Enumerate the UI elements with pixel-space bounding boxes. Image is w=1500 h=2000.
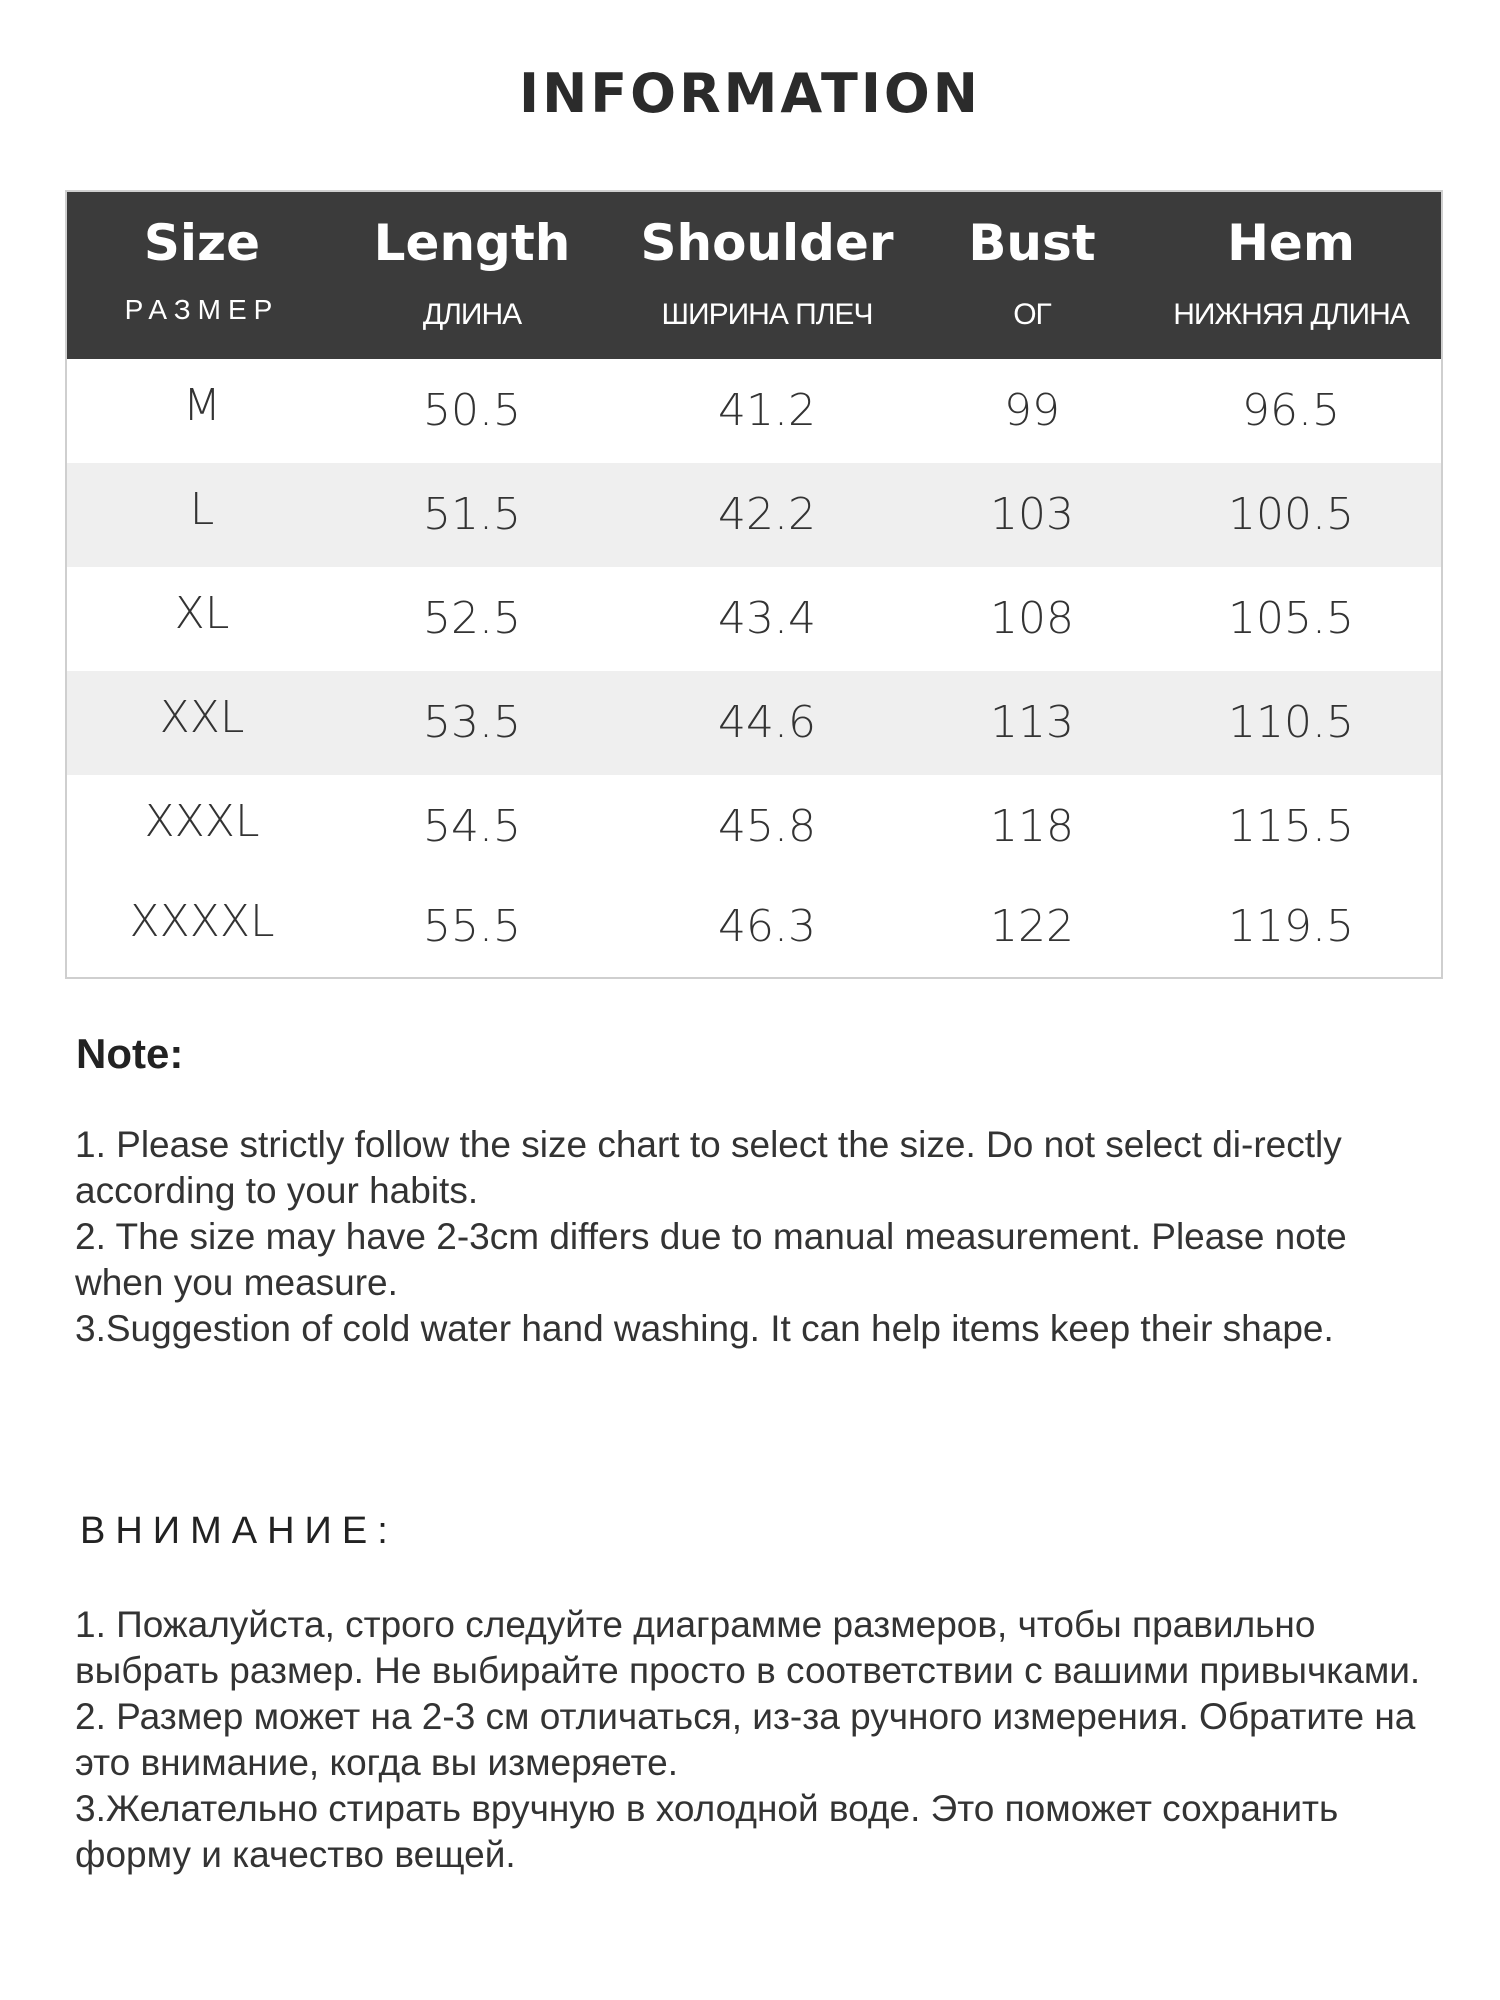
- column-header-en: Hem: [1227, 214, 1355, 272]
- column-header-bust: [927, 192, 1137, 359]
- shoulder-cell: 44.6: [718, 697, 816, 748]
- hem-cell: 110.5: [1228, 697, 1354, 748]
- column-header-en: Bust: [968, 214, 1096, 272]
- length-cell: 55.5: [423, 901, 521, 952]
- note-list: [75, 1122, 1445, 1352]
- bust-cell: 122: [990, 901, 1074, 952]
- size-chart-table: [65, 190, 1443, 979]
- bust-cell: 113: [990, 697, 1074, 748]
- length-cell: 51.5: [423, 489, 521, 540]
- column-header-hem: [1137, 192, 1445, 359]
- table-row: [67, 567, 1441, 671]
- length-cell: 50.5: [423, 385, 521, 436]
- column-header-ru: ШИРИНА ПЛЕЧ: [661, 298, 873, 331]
- hem-cell: 96.5: [1242, 385, 1340, 436]
- hem-cell: 119.5: [1228, 901, 1354, 952]
- table-row: [67, 775, 1441, 879]
- bust-cell: 108: [990, 593, 1074, 644]
- shoulder-cell: 45.8: [718, 801, 816, 852]
- ru-note-item: 1. Пожалуйста, строго следуйте диаграмме размеров, чтобы правильно выбрать размер. Не выбирайте просто в соответствии с вашими привычками.: [75, 1604, 1421, 1691]
- column-header-length: [337, 192, 607, 359]
- shoulder-cell: 43.4: [718, 593, 816, 644]
- page-title: INFORMATION: [518, 62, 982, 125]
- size-cell: XXXXL: [129, 896, 275, 947]
- ru-note-heading: ВНИМАНИЕ:: [80, 1510, 398, 1552]
- hem-cell: 100.5: [1228, 489, 1354, 540]
- note-heading: Note:: [76, 1030, 184, 1077]
- column-header-en: Size: [143, 214, 261, 272]
- length-cell: 52.5: [423, 593, 521, 644]
- length-cell: 54.5: [423, 801, 521, 852]
- column-header-shoulder: [607, 192, 927, 359]
- ru-note-item: 2. Размер может на 2-3 см отличаться, из-за ручного измерения. Обратите на это внимание, когда вы измеряете.: [75, 1696, 1416, 1783]
- ru-note-list: [75, 1602, 1445, 1878]
- column-header-ru: РАЗМЕР: [124, 294, 280, 325]
- hem-cell: 105.5: [1228, 593, 1354, 644]
- note-item: 3.Suggestion of cold water hand washing. It can help items keep their shape.: [75, 1308, 1334, 1349]
- size-cell: M: [183, 380, 221, 431]
- bust-cell: 99: [1004, 385, 1060, 436]
- column-header-size: [67, 192, 337, 359]
- column-header-ru: ОГ: [1013, 298, 1051, 331]
- ru-note-item: 3.Желательно стирать вручную в холодной воде. Это поможет сохранить форму и качество вещей.: [75, 1788, 1339, 1875]
- size-cell: L: [189, 484, 215, 535]
- column-header-en: Length: [373, 214, 571, 272]
- note-item: 1. Please strictly follow the size chart to select the size. Do not select di-rectly according to your habits.: [75, 1124, 1342, 1211]
- table-row: [67, 463, 1441, 567]
- column-header-ru: ДЛИНА: [422, 298, 522, 331]
- size-cell: XL: [174, 588, 230, 639]
- note-item: 2. The size may have 2-3cm differs due to manual measurement. Please note when you measure.: [75, 1216, 1347, 1303]
- table-header: [67, 192, 1441, 359]
- bust-cell: 103: [990, 489, 1074, 540]
- size-cell: XXL: [159, 692, 245, 743]
- bust-cell: 118: [990, 801, 1074, 852]
- table-row: [67, 359, 1441, 463]
- table-row: [67, 671, 1441, 775]
- shoulder-cell: 42.2: [718, 489, 816, 540]
- shoulder-cell: 46.3: [718, 901, 816, 952]
- column-header-en: Shoulder: [640, 214, 894, 272]
- table-row: [67, 875, 1441, 979]
- column-header-ru: НИЖНЯЯ ДЛИНА: [1173, 298, 1409, 331]
- size-cell: XXXL: [144, 796, 260, 847]
- shoulder-cell: 41.2: [718, 385, 816, 436]
- hem-cell: 115.5: [1228, 801, 1354, 852]
- length-cell: 53.5: [423, 697, 521, 748]
